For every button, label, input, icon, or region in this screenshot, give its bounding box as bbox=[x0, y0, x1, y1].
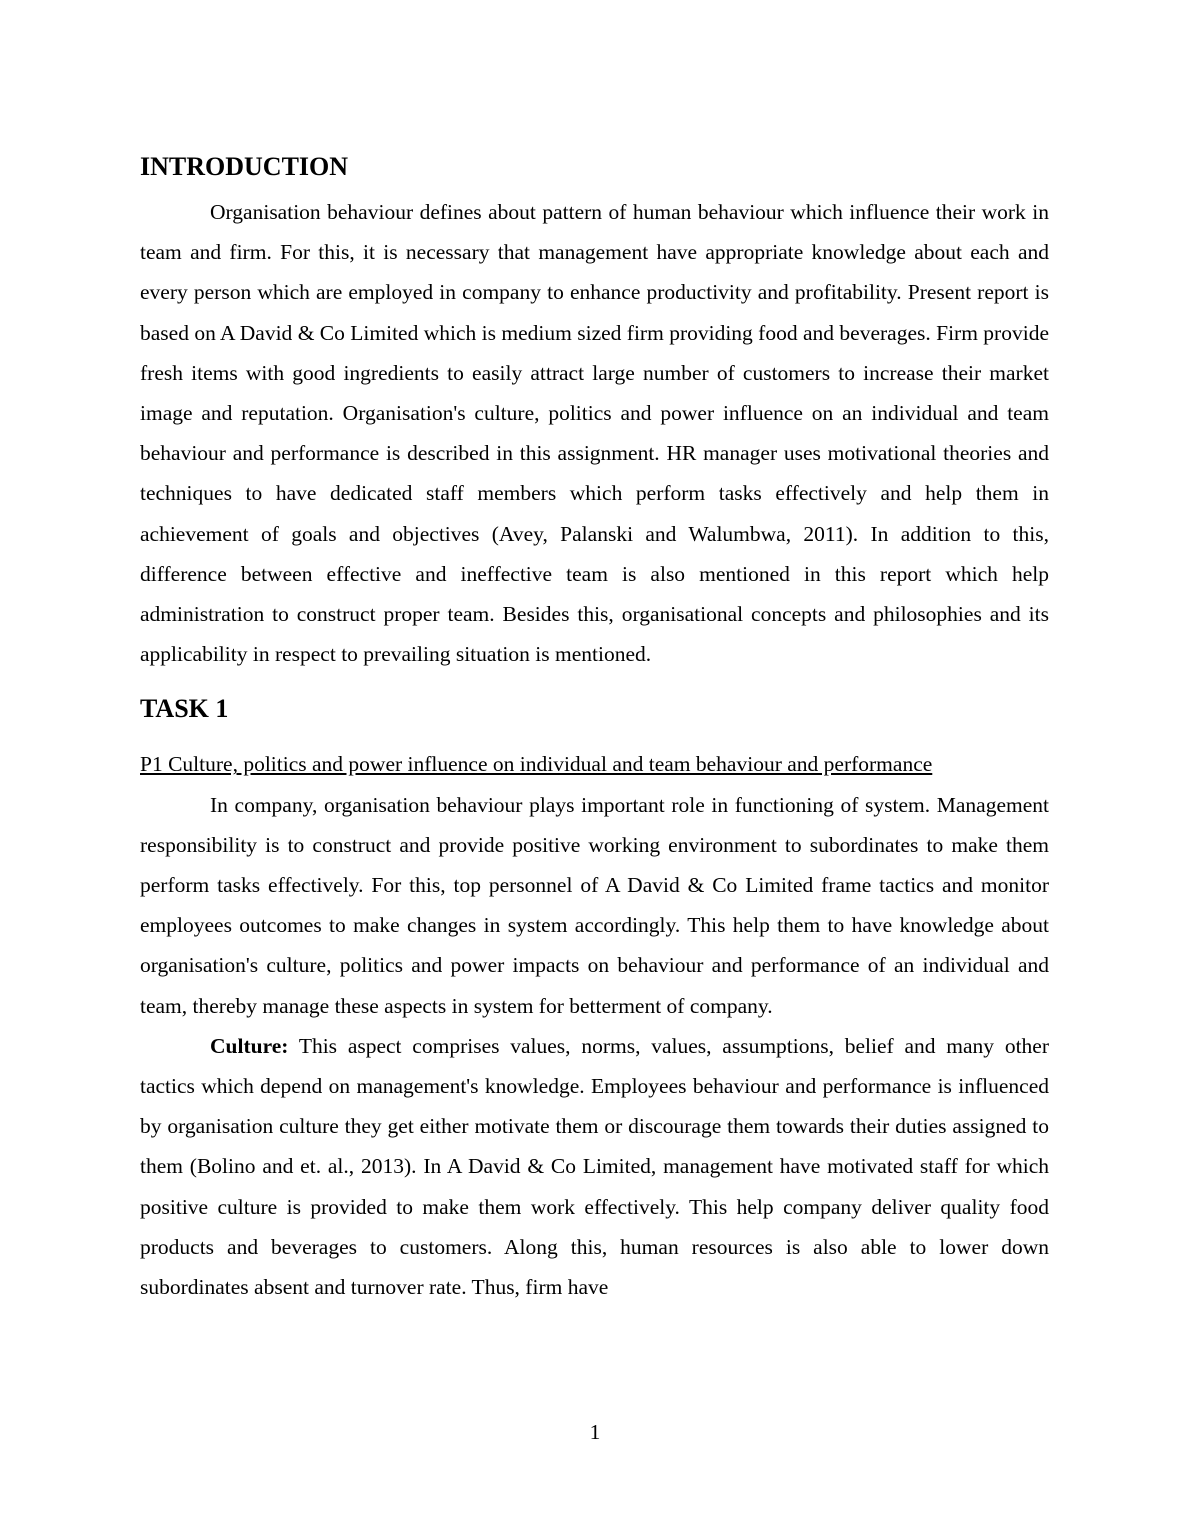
culture-paragraph bbox=[140, 1026, 1049, 1307]
culture-text: This aspect comprises values, norms, values, assumptions, belief and many other tactics which depend on management's knowledge. Employees behaviour and performance is influenced by organisation culture they get either motivate them or discourage them towards their duties assigned to them (Bolino and et. al., 2013). In A David & Co Limited, management have motivated staff for which positive culture is provided to make them work effectively. This help company deliver quality food products and beverages to customers. Along this, human resources is also able to lower down subordinates absent and turnover rate. Thus, firm have bbox=[140, 1033, 1049, 1300]
introduction-heading: INTRODUCTION bbox=[140, 152, 349, 181]
task-1-paragraph: In company, organisation behaviour plays important role in functioning of system. Management responsibility is to construct and provide positive working environment to subordinates to make them perform tasks effectively. For this, top personnel of A David & Co Limited frame tactics and monitor employees outcomes to make changes in system accordingly. This help them to have knowledge about organisation's culture, politics and power impacts on behaviour and performance of an individual and team, thereby manage these aspects in system for betterment of company. bbox=[140, 792, 1049, 1018]
page-number: 1 bbox=[589, 1420, 601, 1444]
task-1-subheading: P1 Culture, politics and power influence on individual and team behaviour and performance bbox=[140, 752, 933, 777]
culture-label: Culture: bbox=[210, 1033, 289, 1058]
document-body bbox=[140, 150, 1049, 1307]
task-1-heading: TASK 1 bbox=[140, 694, 229, 724]
introduction-paragraph: Organisation behaviour defines about pattern of human behaviour which influence their work in team and firm. For this, it is necessary that management have appropriate knowledge about each and every person which are employed in company to enhance productivity and profitability. Present report is based on A David & Co Limited which is medium sized firm providing food and beverages. Firm provide fresh items with good ingredients to easily attract large number of customers to increase their market image and reputation. Organisation's culture, politics and power influence on an individual and team behaviour and performance is described in this assignment. HR manager uses motivational theories and techniques to have dedicated staff members which perform tasks effectively and help them in achievement of goals and objectives (Avey, Palanski and Walumbwa, 2011). In addition to this, difference between effective and ineffective team is also mentioned in this report which help administration to construct proper team. Besides this, organisational concepts and philosophies and its applicability in respect to prevailing situation is mentioned. bbox=[140, 200, 1049, 667]
